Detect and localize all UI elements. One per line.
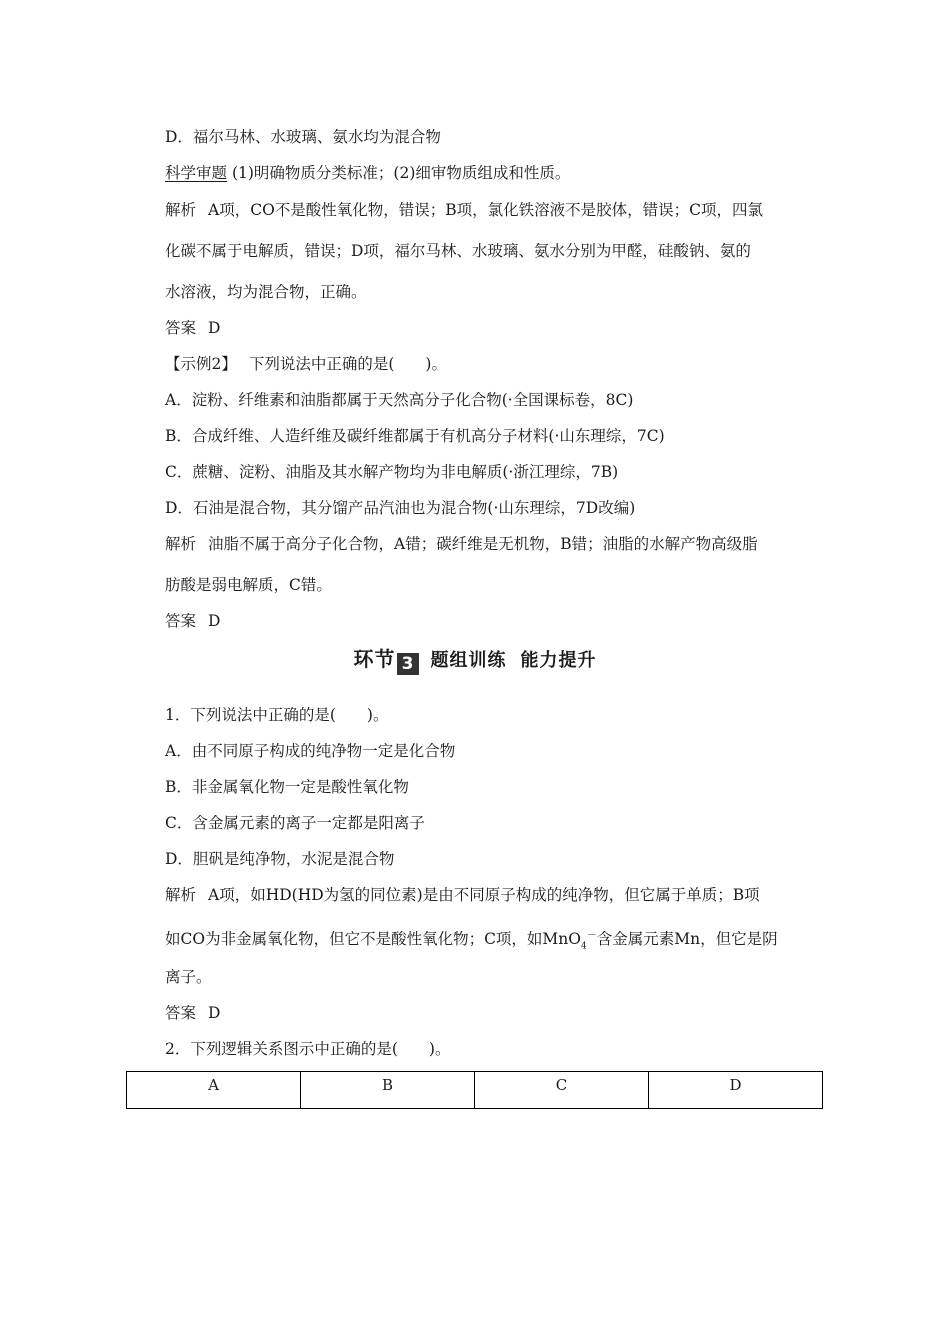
analysis-text: A项，CO不是酸性氧化物，错误；B项，氯化铁溶液不是胶体，错误；C项，四氯 [208,201,764,219]
table-cell-b: B [301,1072,475,1109]
option-text: C．蔗糖、淀粉、油脂及其水解产物均为非电解质(·浙江理综，7B) [165,463,619,481]
analysis-text: A项，如HD(HD为氢的同位素)是由不同原子构成的纯净物，但它属于单质；B项 [208,886,760,904]
analysis-3-line-2 [165,925,778,957]
option-d-text: D．福尔马林、水玻璃、氨水均为混合物 [165,128,441,146]
analysis-line-2 [165,240,751,262]
option-text: D．石油是混合物，其分馏产品汽油也为混合物(·山东理综，7D改编) [165,499,636,517]
option-text: B．合成纤维、人造纤维及碳纤维都属于有机高分子材料(·山东理综，7C) [165,427,665,445]
formula-superscript: － [586,930,597,941]
question-text: 1．下列说法中正确的是( )。 [165,706,389,724]
q1-option-d [165,848,394,870]
answer-value: D [208,612,221,630]
analysis-2-line-1 [165,533,758,555]
analysis-line-1 [165,199,763,221]
q1-option-a [165,740,455,762]
example-option-b [165,425,665,447]
question-text: 2．下列逻辑关系图示中正确的是( )。 [165,1040,451,1058]
example-label: 【示例2】 [165,355,237,373]
option-d-line [165,126,441,148]
option-text: A．由不同原子构成的纯净物一定是化合物 [165,742,456,760]
example-option-a [165,389,633,411]
analysis-text: 含金属元素Mn，但它是阴 [596,930,778,949]
analysis-text: 化碳不属于电解质，错误；D项，福尔马林、水玻璃、氨水分别为甲醛，硅酸钠、氨的 [165,242,751,260]
analysis-text: 离子。 [165,968,212,986]
table-cell-a: A [127,1072,301,1109]
analysis-label: 解析 [165,886,197,904]
analysis-text: 水溶液，均为混合物，正确。 [165,283,367,301]
section-title-1: 题组训练 [430,650,507,671]
table-cell-c: C [475,1072,649,1109]
example-2-heading [165,353,447,375]
analysis-3-line-3 [165,966,212,988]
analysis-line-3 [165,281,367,303]
analysis-text: 如CO为非金属氧化物，但它不是酸性氧化物；C项，如MnO [165,930,581,949]
science-review-line [165,162,570,184]
section-prefix: 环节 [353,647,396,671]
analysis-label: 解析 [165,201,197,219]
option-text: B．非金属氧化物一定是酸性氧化物 [165,778,409,796]
analysis-text: 肪酸是弱电解质，C错。 [165,576,332,594]
science-review-text: (1)明确物质分类标准；(2)细审物质组成和性质。 [231,164,571,182]
option-text: C．含金属元素的离子一定都是阳离子 [165,814,425,832]
analysis-text: 油脂不属于高分子化合物，A错；碳纤维是无机物，B错；油脂的水解产物高级脂 [208,535,758,553]
answer-value: D [208,1004,221,1022]
option-text: D．胆矾是纯净物，水泥是混合物 [165,850,395,868]
q1-option-b [165,776,409,798]
science-review-label: 科学审题 [165,164,228,182]
q1-option-c [165,812,425,834]
answer-line-2 [165,610,220,632]
answer-label: 答案 [165,612,197,630]
table-cell-d: D [649,1072,823,1109]
answer-line-3 [165,1002,220,1024]
answer-label: 答案 [165,319,197,337]
example-option-c [165,461,618,483]
answer-line-1 [165,317,220,339]
section-title-2: 能力提升 [520,650,597,671]
section-heading [0,646,950,675]
question-2 [165,1038,450,1060]
options-table [126,1071,823,1109]
table-row [127,1072,823,1109]
answer-value: D [208,319,221,337]
formula-subscript: 4 [581,941,587,952]
example-option-d [165,497,635,519]
analysis-2-line-2 [165,574,332,596]
question-1 [165,704,388,726]
example-question: 下列说法中正确的是( )。 [248,355,447,373]
analysis-label: 解析 [165,535,197,553]
option-text: A．淀粉、纤维素和油脂都属于天然高分子化合物(·全国课标卷，8C) [165,391,634,409]
section-number-badge: 3 [397,653,419,675]
answer-label: 答案 [165,1004,197,1022]
analysis-3-line-1 [165,884,760,906]
